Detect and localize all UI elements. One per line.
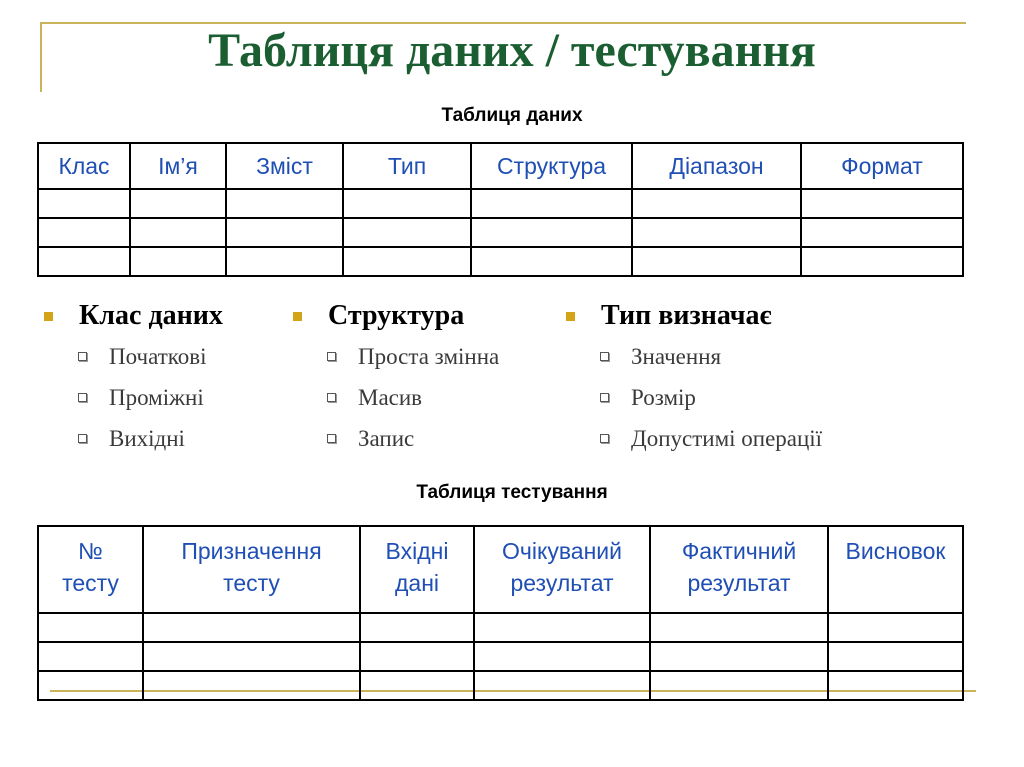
table-cell xyxy=(632,247,801,276)
data-header-structure: Структура xyxy=(471,143,632,189)
list-item xyxy=(560,377,822,418)
square-bullet-icon xyxy=(566,312,575,321)
table-cell xyxy=(471,218,632,247)
table-cell xyxy=(226,189,343,218)
bullet-heading-row xyxy=(38,296,223,336)
data-header-type: Тип xyxy=(343,143,471,189)
table-cell xyxy=(471,247,632,276)
list-item-label: Проста змінна xyxy=(358,343,500,369)
table-cell xyxy=(360,642,474,671)
table-cell xyxy=(130,247,226,276)
checkbox-bullet-icon xyxy=(78,352,87,361)
list-item-label: Проміжні xyxy=(109,384,204,410)
list-item xyxy=(560,418,822,459)
table-cell xyxy=(632,218,801,247)
bullet-heading: Тип визначає xyxy=(601,300,772,331)
table-cell xyxy=(38,613,143,642)
header-line: результат xyxy=(687,570,791,596)
data-table-header-row xyxy=(38,143,963,189)
checkbox-bullet-icon xyxy=(327,352,336,361)
header-line: Висновок xyxy=(845,538,946,564)
bullet-column-type xyxy=(560,296,822,459)
list-item xyxy=(287,418,499,459)
list-item-label: Вихідні xyxy=(109,425,185,451)
slide-title: Таблиця даних / тестування xyxy=(208,24,816,77)
data-header-content: Зміст xyxy=(226,143,343,189)
table-cell xyxy=(38,189,130,218)
table-cell xyxy=(226,247,343,276)
data-header-class: Клас xyxy=(38,143,130,189)
table-cell xyxy=(143,613,360,642)
bullet-column-structure xyxy=(287,296,499,459)
list-item xyxy=(38,377,223,418)
checkbox-bullet-icon xyxy=(327,393,336,402)
list-item xyxy=(287,377,499,418)
list-item xyxy=(287,336,499,377)
data-table-caption: Таблиця даних xyxy=(441,105,583,126)
bullet-heading: Структура xyxy=(328,300,465,331)
header-line: Призначення xyxy=(181,538,322,564)
bullet-heading-row xyxy=(287,296,499,336)
table-cell xyxy=(828,613,963,642)
test-header-number xyxy=(38,526,143,613)
header-line: тесту xyxy=(62,570,119,596)
header-line: дані xyxy=(394,570,440,596)
table-cell xyxy=(474,642,650,671)
table-row xyxy=(38,642,963,671)
checkbox-bullet-icon xyxy=(78,393,87,402)
list-item-label: Масив xyxy=(358,384,423,410)
table-cell xyxy=(801,189,963,218)
header-line: тесту xyxy=(223,570,280,596)
list-item-label: Допустимі операції xyxy=(631,425,823,451)
checkbox-bullet-icon xyxy=(600,434,609,443)
list-item-label: Початкові xyxy=(109,343,207,369)
data-header-format: Формат xyxy=(801,143,963,189)
bullet-column-class xyxy=(38,296,223,459)
checkbox-bullet-icon xyxy=(327,434,336,443)
checkbox-bullet-icon xyxy=(78,434,87,443)
test-header-expected xyxy=(474,526,650,613)
checkbox-bullet-icon xyxy=(600,352,609,361)
table-cell xyxy=(343,189,471,218)
square-bullet-icon xyxy=(44,312,53,321)
test-table xyxy=(37,525,964,701)
table-row xyxy=(38,247,963,276)
sub-list xyxy=(38,336,223,459)
header-line: Вхідні xyxy=(385,538,449,564)
table-row xyxy=(38,613,963,642)
table-cell xyxy=(226,218,343,247)
table-cell xyxy=(143,642,360,671)
table-cell xyxy=(360,613,474,642)
list-item-label: Запис xyxy=(358,425,415,451)
sub-list xyxy=(560,336,822,459)
list-item-label: Значення xyxy=(631,343,722,369)
table-cell xyxy=(828,642,963,671)
list-item xyxy=(38,418,223,459)
table-cell xyxy=(143,671,360,700)
header-line: Очікуваний xyxy=(502,538,622,564)
table-cell xyxy=(38,642,143,671)
table-cell xyxy=(801,218,963,247)
checkbox-bullet-icon xyxy=(600,393,609,402)
header-line: результат xyxy=(510,570,614,596)
table-cell xyxy=(650,671,828,700)
square-bullet-icon xyxy=(293,312,302,321)
table-cell xyxy=(38,247,130,276)
test-header-purpose xyxy=(143,526,360,613)
test-header-conclusion xyxy=(828,526,963,613)
table-row xyxy=(38,218,963,247)
table-cell xyxy=(650,613,828,642)
table-cell xyxy=(360,671,474,700)
list-item-label: Розмір xyxy=(631,384,696,410)
table-cell xyxy=(471,189,632,218)
data-header-name: Ім’я xyxy=(130,143,226,189)
sub-list xyxy=(287,336,499,459)
list-item xyxy=(560,336,822,377)
table-cell xyxy=(650,642,828,671)
table-cell xyxy=(38,218,130,247)
header-line: № xyxy=(78,538,103,564)
table-cell xyxy=(474,671,650,700)
test-table-caption: Таблиця тестування xyxy=(416,482,608,503)
table-row xyxy=(38,189,963,218)
table-cell xyxy=(632,189,801,218)
header-line: Фактичний xyxy=(681,538,797,564)
data-table xyxy=(37,142,964,277)
table-cell xyxy=(343,218,471,247)
bullet-heading-row xyxy=(560,296,822,336)
table-cell xyxy=(801,247,963,276)
table-cell xyxy=(828,671,963,700)
table-cell xyxy=(130,189,226,218)
table-cell xyxy=(474,613,650,642)
list-item xyxy=(38,336,223,377)
data-header-range: Діапазон xyxy=(632,143,801,189)
table-cell xyxy=(130,218,226,247)
table-cell xyxy=(343,247,471,276)
test-table-header-row xyxy=(38,526,963,613)
test-header-actual xyxy=(650,526,828,613)
table-cell xyxy=(38,671,143,700)
table-row xyxy=(38,671,963,700)
test-header-input xyxy=(360,526,474,613)
bullet-heading: Клас даних xyxy=(79,300,223,331)
